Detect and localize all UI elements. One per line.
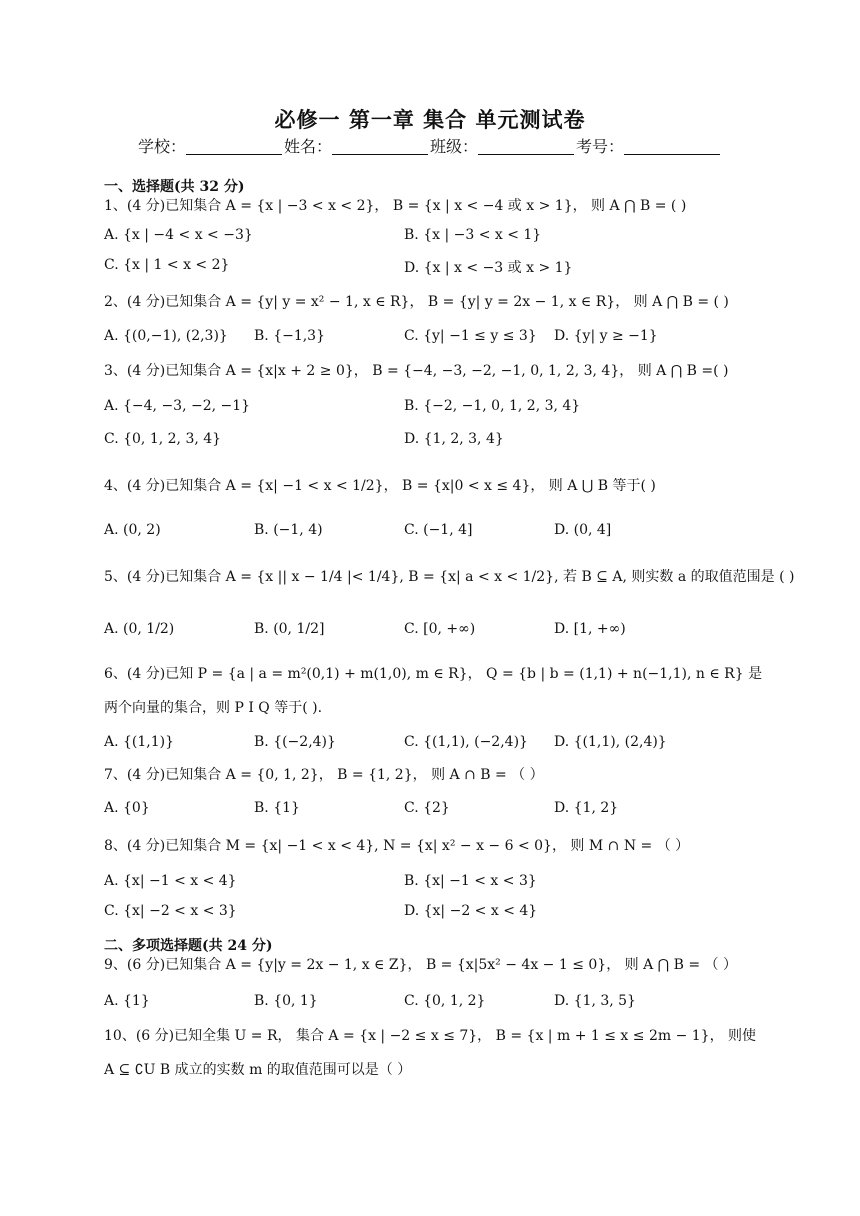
option-a[interactable]: A. {x | −4 < x < −3} <box>104 227 253 243</box>
option-a[interactable]: A. {x| −1 < x < 4} <box>104 873 237 889</box>
question-stem: 8、(4 分)已知集合 M = {x| −1 < x < 4}, N = {x| x² − x − 6 < 0}， 则 M ∩ N = （ ） <box>104 838 690 854</box>
option-c[interactable]: C. {0, 1, 2} <box>404 993 486 1009</box>
option-c[interactable]: C. {(1,1), (−2,4)} <box>404 734 528 750</box>
option-c[interactable]: C. {x| −2 < x < 3} <box>104 903 237 919</box>
option-c[interactable]: C. {x | 1 < x < 2} <box>104 257 230 273</box>
option-a[interactable]: A. {−4, −3, −2, −1} <box>104 398 251 414</box>
option-a[interactable]: A. {1} <box>104 993 150 1009</box>
school-blank[interactable] <box>186 138 282 155</box>
section-heading: 二、多项选择题(共 24 分) <box>104 938 273 954</box>
option-a[interactable]: A. (0, 2) <box>104 522 161 538</box>
student-info-line <box>0 134 860 157</box>
name-blank[interactable] <box>332 138 428 155</box>
option-b[interactable]: B. (0, 1/2] <box>254 621 325 637</box>
option-d[interactable]: D. {x| −2 < x < 4} <box>404 903 538 919</box>
option-b[interactable]: B. (−1, 4) <box>254 522 323 538</box>
option-a[interactable]: A. {(0,−1), (2,3)} <box>104 328 228 344</box>
name-label: 姓名： <box>283 137 332 156</box>
class-field[interactable] <box>430 134 576 157</box>
exam-title: 必修一 第一章 集合 单元测试卷 <box>274 107 586 132</box>
option-d[interactable]: D. [1, +∞) <box>554 621 626 637</box>
question-stem: 2、(4 分)已知集合 A = {y| y = x² − 1, x ∈ R}， B = {y| y = 2x − 1, x ∈ R}， 则 A ⋂ B = ( ) <box>104 294 729 310</box>
option-b[interactable]: B. {x | −3 < x < 1} <box>404 227 542 243</box>
option-a[interactable]: A. {0} <box>104 800 150 816</box>
question-stem: 3、(4 分)已知集合 A = {x|x + 2 ≥ 0}， B = {−4, −3, −2, −1, 0, 1, 2, 3, 4}， 则 A ⋂ B =( ) <box>104 363 729 379</box>
option-d[interactable]: D. {x | x < −3 或 x > 1} <box>404 260 573 276</box>
option-b[interactable]: B. {(−2,4)} <box>254 734 336 750</box>
option-b[interactable]: B. {−1,3} <box>254 328 325 344</box>
option-d[interactable]: D. {y| y ≥ −1} <box>554 328 658 344</box>
question-stem: 10、(6 分)已知全集 U = R， 集合 A = {x | −2 ≤ x ≤ 7}， B = {x | m + 1 ≤ x ≤ 2m − 1}， 则使 A ⊆ ∁U B 成立的实数 m 的取值范围可以是（ ） <box>104 1028 757 1078</box>
option-a[interactable]: A. (0, 1/2) <box>104 621 175 637</box>
question-stem: 4、(4 分)已知集合 A = {x| −1 < x < 1/2}， B = {x|0 < x ≤ 4}， 则 A ⋃ B 等于( ) <box>104 478 656 494</box>
exam-number-blank[interactable] <box>624 138 720 155</box>
class-blank[interactable] <box>478 138 574 155</box>
question-stem: 7、(4 分)已知集合 A = {0, 1, 2}， B = {1, 2}， 则 A ∩ B = （ ） <box>104 767 544 783</box>
option-d[interactable]: D. {1, 2} <box>554 800 619 816</box>
option-d[interactable]: D. {1, 3, 5} <box>554 993 636 1009</box>
question-stem: 6、(4 分)已知 P = {a | a = m²(0,1) + m(1,0), m ∈ R}， Q = {b | b = (1,1) + n(−1,1), n ∈ R} 是两个向量的集合，则 P I Q 等于( ). <box>104 666 763 716</box>
option-c[interactable]: C. {2} <box>404 800 450 816</box>
school-field[interactable] <box>138 134 284 157</box>
option-b[interactable]: B. {−2, −1, 0, 1, 2, 3, 4} <box>404 398 581 414</box>
option-a[interactable]: A. {(1,1)} <box>104 734 175 750</box>
question-stem: 9、(6 分)已知集合 A = {y|y = 2x − 1, x ∈ Z}， B = {x|5x² − 4x − 1 ≤ 0}， 则 A ⋂ B = （ ） <box>104 957 737 973</box>
option-d[interactable]: D. {(1,1), (2,4)} <box>554 734 667 750</box>
option-d[interactable]: D. (0, 4] <box>554 522 612 538</box>
option-b[interactable]: B. {0, 1} <box>254 993 318 1009</box>
option-c[interactable]: C. [0, +∞) <box>404 621 476 637</box>
option-c[interactable]: C. {y| −1 ≤ y ≤ 3} <box>404 328 537 344</box>
question-stem: 1、(4 分)已知集合 A = {x | −3 < x < 2}， B = {x | x < −4 或 x > 1}， 则 A ⋂ B = ( ) <box>104 198 687 214</box>
option-c[interactable]: C. {0, 1, 2, 3, 4} <box>104 431 222 447</box>
question-stem: 5、(4 分)已知集合 A = {x || x − 1/4 |< 1/4}, B = {x| a < x < 1/2}, 若 B ⊆ A, 则实数 a 的取值范围是 ( ) <box>104 569 795 585</box>
name-field[interactable] <box>284 134 430 157</box>
option-d[interactable]: D. {1, 2, 3, 4} <box>404 431 504 447</box>
school-label: 学校： <box>137 137 186 156</box>
section-heading: 一、选择题(共 32 分) <box>104 179 245 195</box>
option-c[interactable]: C. (−1, 4] <box>404 522 473 538</box>
exam-number-label: 考号： <box>576 137 625 156</box>
option-b[interactable]: B. {1} <box>254 800 300 816</box>
class-label: 班级： <box>430 137 479 156</box>
exam-number-field[interactable] <box>576 134 722 157</box>
option-b[interactable]: B. {x| −1 < x < 3} <box>404 873 537 889</box>
